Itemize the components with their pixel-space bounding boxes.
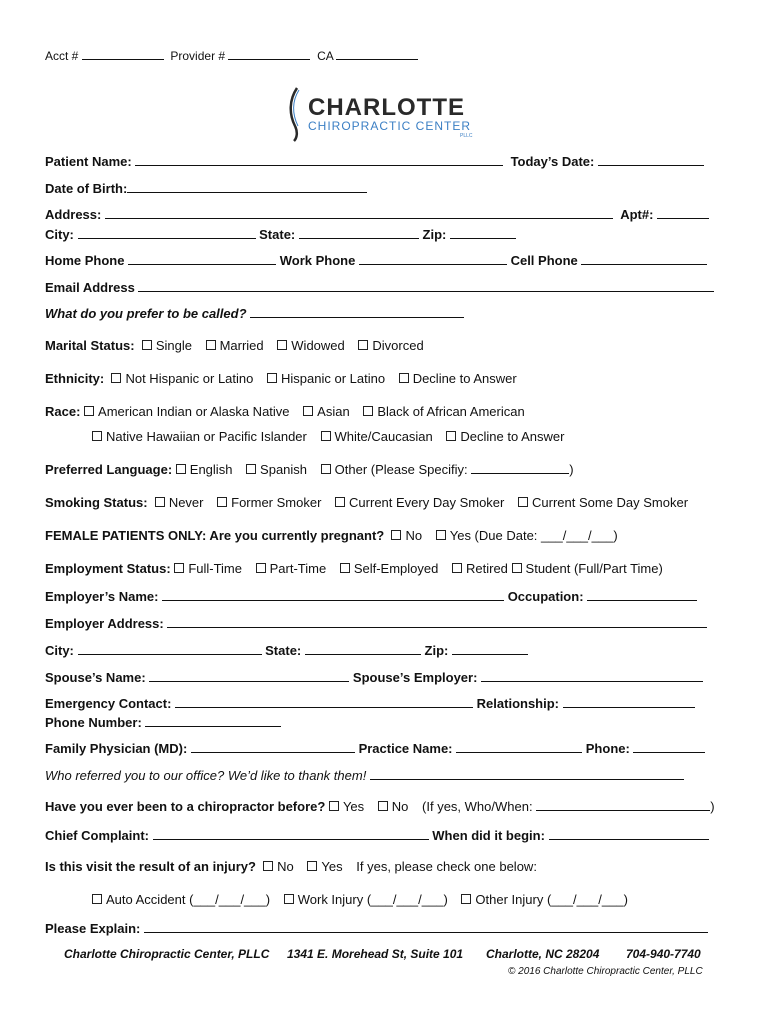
employment-label: Employment Status: [45, 561, 171, 576]
ethnicity-option[interactable]: Decline to Answer [399, 371, 517, 386]
checkbox[interactable] [461, 894, 471, 904]
apt-label: Apt#: [620, 207, 654, 222]
physician-phone-field[interactable] [633, 741, 705, 753]
city-row [45, 227, 516, 243]
checkbox[interactable] [391, 530, 401, 540]
footer-city: Charlotte, NC 28204 [486, 947, 600, 961]
checkbox[interactable] [174, 563, 184, 573]
patient-name-label: Patient Name: [45, 154, 132, 169]
phone-number-label: Phone Number: [45, 715, 142, 730]
ca-label: CA [317, 49, 334, 63]
phone-number-row [45, 715, 281, 731]
employer-city-label: City: [45, 643, 74, 658]
pregnancy-row: FEMALE PATIENTS ONLY: Are you currently pregnant? No Yes (Due Date: ___/___/___) [45, 528, 618, 543]
employer-zip-label: Zip: [424, 643, 449, 658]
ethnicity-label: Ethnicity: [45, 371, 105, 386]
injury-option[interactable]: No [263, 859, 294, 874]
employer-address-row [45, 616, 707, 632]
provider-field[interactable] [228, 48, 310, 60]
home-phone-field[interactable] [128, 253, 276, 265]
checkbox[interactable] [92, 431, 102, 441]
race-option[interactable]: American Indian or Alaska Native [84, 404, 289, 419]
referral-label: Who referred you to our office? We’d like to thank them! [45, 768, 367, 783]
chief-complaint-field[interactable] [153, 828, 429, 840]
home-phone-label: Home Phone [45, 253, 125, 268]
checkbox[interactable] [277, 340, 287, 350]
race-option[interactable]: Asian [303, 404, 350, 419]
checkbox[interactable] [307, 861, 317, 871]
employer-city-row [45, 643, 528, 659]
smoking-option[interactable]: Current Every Day Smoker [335, 495, 504, 510]
apt-field[interactable] [657, 207, 709, 219]
employment-option[interactable]: Full-Time [174, 561, 242, 576]
emergency-label: Emergency Contact: [45, 696, 172, 711]
checkbox[interactable] [518, 497, 528, 507]
referral-row [45, 768, 684, 784]
checkbox[interactable] [246, 464, 256, 474]
account-header [45, 48, 418, 64]
injury-type-option[interactable]: Work Injury (___/___/___) [284, 892, 448, 907]
relationship-field[interactable] [563, 696, 695, 708]
phones-row [45, 253, 707, 269]
checkbox[interactable] [155, 497, 165, 507]
race-row-1 [45, 404, 535, 420]
chiro-row: Have you ever been to a chiropractor before? Yes No (If yes, Who/When: ) [45, 799, 715, 814]
checkbox[interactable] [176, 464, 186, 474]
race-option[interactable]: White/Caucasian [321, 429, 433, 444]
email-field[interactable] [138, 280, 714, 292]
employer-city-field[interactable] [78, 643, 262, 655]
pregnancy-option[interactable]: No [391, 528, 422, 543]
referral-field[interactable] [370, 768, 684, 780]
logo-subtitle: CHIROPRACTIC CENTER [308, 119, 472, 133]
checkbox[interactable] [84, 406, 94, 416]
zip-label: Zip: [422, 227, 447, 242]
chiro-followup-field[interactable] [536, 799, 710, 811]
explain-row [45, 921, 708, 937]
injury-followup: If yes, please check one below: [356, 859, 537, 874]
spouse-employer-label: Spouse’s Employer: [352, 670, 478, 685]
race-option[interactable]: Black of African American [363, 404, 524, 419]
marital-row [45, 338, 434, 354]
employment-option[interactable]: Self-Employed [340, 561, 439, 576]
logo-suffix: PLLC [460, 133, 473, 139]
todays-date-field[interactable] [598, 154, 704, 166]
explain-label: Please Explain: [45, 921, 141, 936]
began-field[interactable] [549, 828, 709, 840]
occupation-field[interactable] [587, 589, 697, 601]
checkbox[interactable] [217, 497, 227, 507]
dob-label: Date of Birth: [45, 181, 128, 196]
spouse-employer-field[interactable] [481, 670, 703, 682]
preferred-name-row [45, 306, 464, 322]
marital-option[interactable]: Divorced [358, 338, 423, 353]
dob-row [45, 181, 367, 197]
smoking-option[interactable]: Former Smoker [217, 495, 321, 510]
footer-address: 1341 E. Morehead St, Suite 101 [287, 947, 464, 961]
marital-option[interactable]: Widowed [277, 338, 344, 353]
checkbox[interactable] [363, 406, 373, 416]
acct-label: Acct # [45, 49, 79, 63]
emergency-row [45, 696, 695, 712]
employer-address-label: Employer Address: [45, 616, 164, 631]
todays-date-label: Today’s Date: [510, 154, 595, 169]
injury-row [45, 859, 537, 875]
address-field[interactable] [105, 207, 613, 219]
pregnancy-label: FEMALE PATIENTS ONLY: Are you currently pregnant? [45, 528, 385, 543]
practice-label: Practice Name: [358, 741, 453, 756]
checkbox[interactable] [256, 563, 266, 573]
ethnicity-row [45, 371, 527, 387]
checkbox[interactable] [284, 894, 294, 904]
injury-option[interactable]: Yes [307, 859, 342, 874]
smoking-row [45, 495, 688, 511]
checkbox[interactable] [378, 801, 388, 811]
language-option[interactable]: Spanish [246, 462, 307, 477]
spouse-name-field[interactable] [149, 670, 349, 682]
employer-zip-field[interactable] [452, 643, 528, 655]
race-option[interactable]: Native Hawaiian or Pacific Islander [92, 429, 307, 444]
phone-number-field[interactable] [145, 715, 281, 727]
injury-types-row [92, 892, 628, 908]
spine-icon [286, 86, 302, 142]
chief-complaint-label: Chief Complaint: [45, 828, 149, 843]
checkbox[interactable] [263, 861, 273, 871]
footer-company: Charlotte Chiropractic Center, PLLC [64, 947, 270, 961]
checkbox[interactable] [436, 530, 446, 540]
chiro-followup: (If yes, Who/When: [422, 799, 533, 814]
zip-field[interactable] [450, 227, 516, 239]
smoking-label: Smoking Status: [45, 495, 148, 510]
email-row [45, 280, 714, 296]
chiro-label: Have you ever been to a chiropractor before? [45, 799, 326, 814]
pregnancy-option[interactable]: Yes (Due Date: [436, 528, 538, 543]
work-phone-field[interactable] [359, 253, 507, 265]
checkbox[interactable] [512, 563, 522, 573]
dob-field[interactable] [127, 181, 367, 193]
practice-field[interactable] [456, 741, 582, 753]
language-other-field[interactable] [471, 462, 569, 474]
employment-row [45, 561, 663, 577]
employment-option[interactable]: Student (Full/Part Time) [512, 561, 663, 576]
footer-phone: 704-940-7740 [626, 947, 701, 961]
checkbox[interactable] [446, 431, 456, 441]
race-option[interactable]: Decline to Answer [446, 429, 564, 444]
checkbox[interactable] [340, 563, 350, 573]
provider-label: Provider # [170, 49, 226, 63]
language-label: Preferred Language: [45, 462, 173, 477]
ca-field[interactable] [336, 48, 418, 60]
city-field[interactable] [78, 227, 256, 239]
checkbox[interactable] [335, 497, 345, 507]
ethnicity-option[interactable]: Not Hispanic or Latino [111, 371, 253, 386]
explain-field[interactable] [144, 921, 708, 933]
cell-phone-label: Cell Phone [510, 253, 578, 268]
logo [286, 86, 486, 142]
due-date-field[interactable]: ___/___/___ [541, 528, 614, 543]
marital-label: Marital Status: [45, 338, 135, 353]
physician-label: Family Physician (MD): [45, 741, 188, 756]
checkbox[interactable] [206, 340, 216, 350]
logo-name: CHARLOTTE [308, 94, 465, 121]
chiro-option[interactable]: No [378, 799, 409, 814]
checkbox[interactable] [142, 340, 152, 350]
employer-address-field[interactable] [167, 616, 707, 628]
checkbox[interactable] [452, 563, 462, 573]
employer-row [45, 589, 697, 605]
employer-name-label: Employer’s Name: [45, 589, 159, 604]
city-label: City: [45, 227, 74, 242]
employer-name-field[interactable] [162, 589, 504, 601]
language-close: ) [569, 462, 574, 477]
marital-option[interactable]: Single [142, 338, 192, 353]
email-label: Email Address [45, 280, 135, 295]
began-label: When did it begin: [432, 828, 545, 843]
employer-state-field[interactable] [305, 643, 421, 655]
patient-name-field[interactable] [135, 154, 503, 166]
spouse-name-label: Spouse’s Name: [45, 670, 146, 685]
state-label: State: [259, 227, 296, 242]
acct-field[interactable] [82, 48, 164, 60]
race-row-2 [92, 429, 574, 445]
address-row [45, 207, 709, 223]
physician-row [45, 741, 705, 757]
checkbox[interactable] [111, 373, 121, 383]
work-phone-label: Work Phone [279, 253, 356, 268]
employment-option[interactable]: Part-Time [256, 561, 327, 576]
checkbox[interactable] [358, 340, 368, 350]
checkbox[interactable] [399, 373, 409, 383]
employment-option[interactable]: Retired [452, 561, 508, 576]
injury-type-option[interactable]: Auto Accident (___/___/___) [92, 892, 270, 907]
preferred-name-label: What do you prefer to be called? [45, 306, 247, 321]
marital-option[interactable]: Married [206, 338, 264, 353]
emergency-field[interactable] [175, 696, 473, 708]
chiro-option[interactable]: Yes [329, 799, 364, 814]
checkbox[interactable] [321, 431, 331, 441]
smoking-option[interactable]: Never [155, 495, 204, 510]
patient-name-row [45, 154, 704, 170]
checkbox[interactable] [329, 801, 339, 811]
physician-field[interactable] [191, 741, 355, 753]
relationship-label: Relationship: [476, 696, 560, 711]
language-row [45, 462, 574, 478]
physician-phone-label: Phone: [585, 741, 630, 756]
language-option[interactable]: English [176, 462, 233, 477]
cell-phone-field[interactable] [581, 253, 707, 265]
checkbox[interactable] [92, 894, 102, 904]
spouse-row [45, 670, 703, 686]
state-field[interactable] [299, 227, 419, 239]
checkbox[interactable] [303, 406, 313, 416]
smoking-option[interactable]: Current Some Day Smoker [518, 495, 688, 510]
footer-copyright: © 2016 Charlotte Chiropractic Center, PLLC [508, 966, 703, 977]
occupation-label: Occupation: [507, 589, 584, 604]
injury-type-option[interactable]: Other Injury (___/___/___) [461, 892, 628, 907]
employer-state-label: State: [265, 643, 302, 658]
chief-complaint-row [45, 828, 709, 844]
preferred-name-field[interactable] [250, 306, 464, 318]
injury-label: Is this visit the result of an injury? [45, 859, 256, 874]
language-option[interactable]: Other (Please Specifiy: [321, 462, 468, 477]
ethnicity-option[interactable]: Hispanic or Latino [267, 371, 385, 386]
checkbox[interactable] [267, 373, 277, 383]
address-label: Address: [45, 207, 102, 222]
race-label: Race: [45, 404, 81, 419]
checkbox[interactable] [321, 464, 331, 474]
